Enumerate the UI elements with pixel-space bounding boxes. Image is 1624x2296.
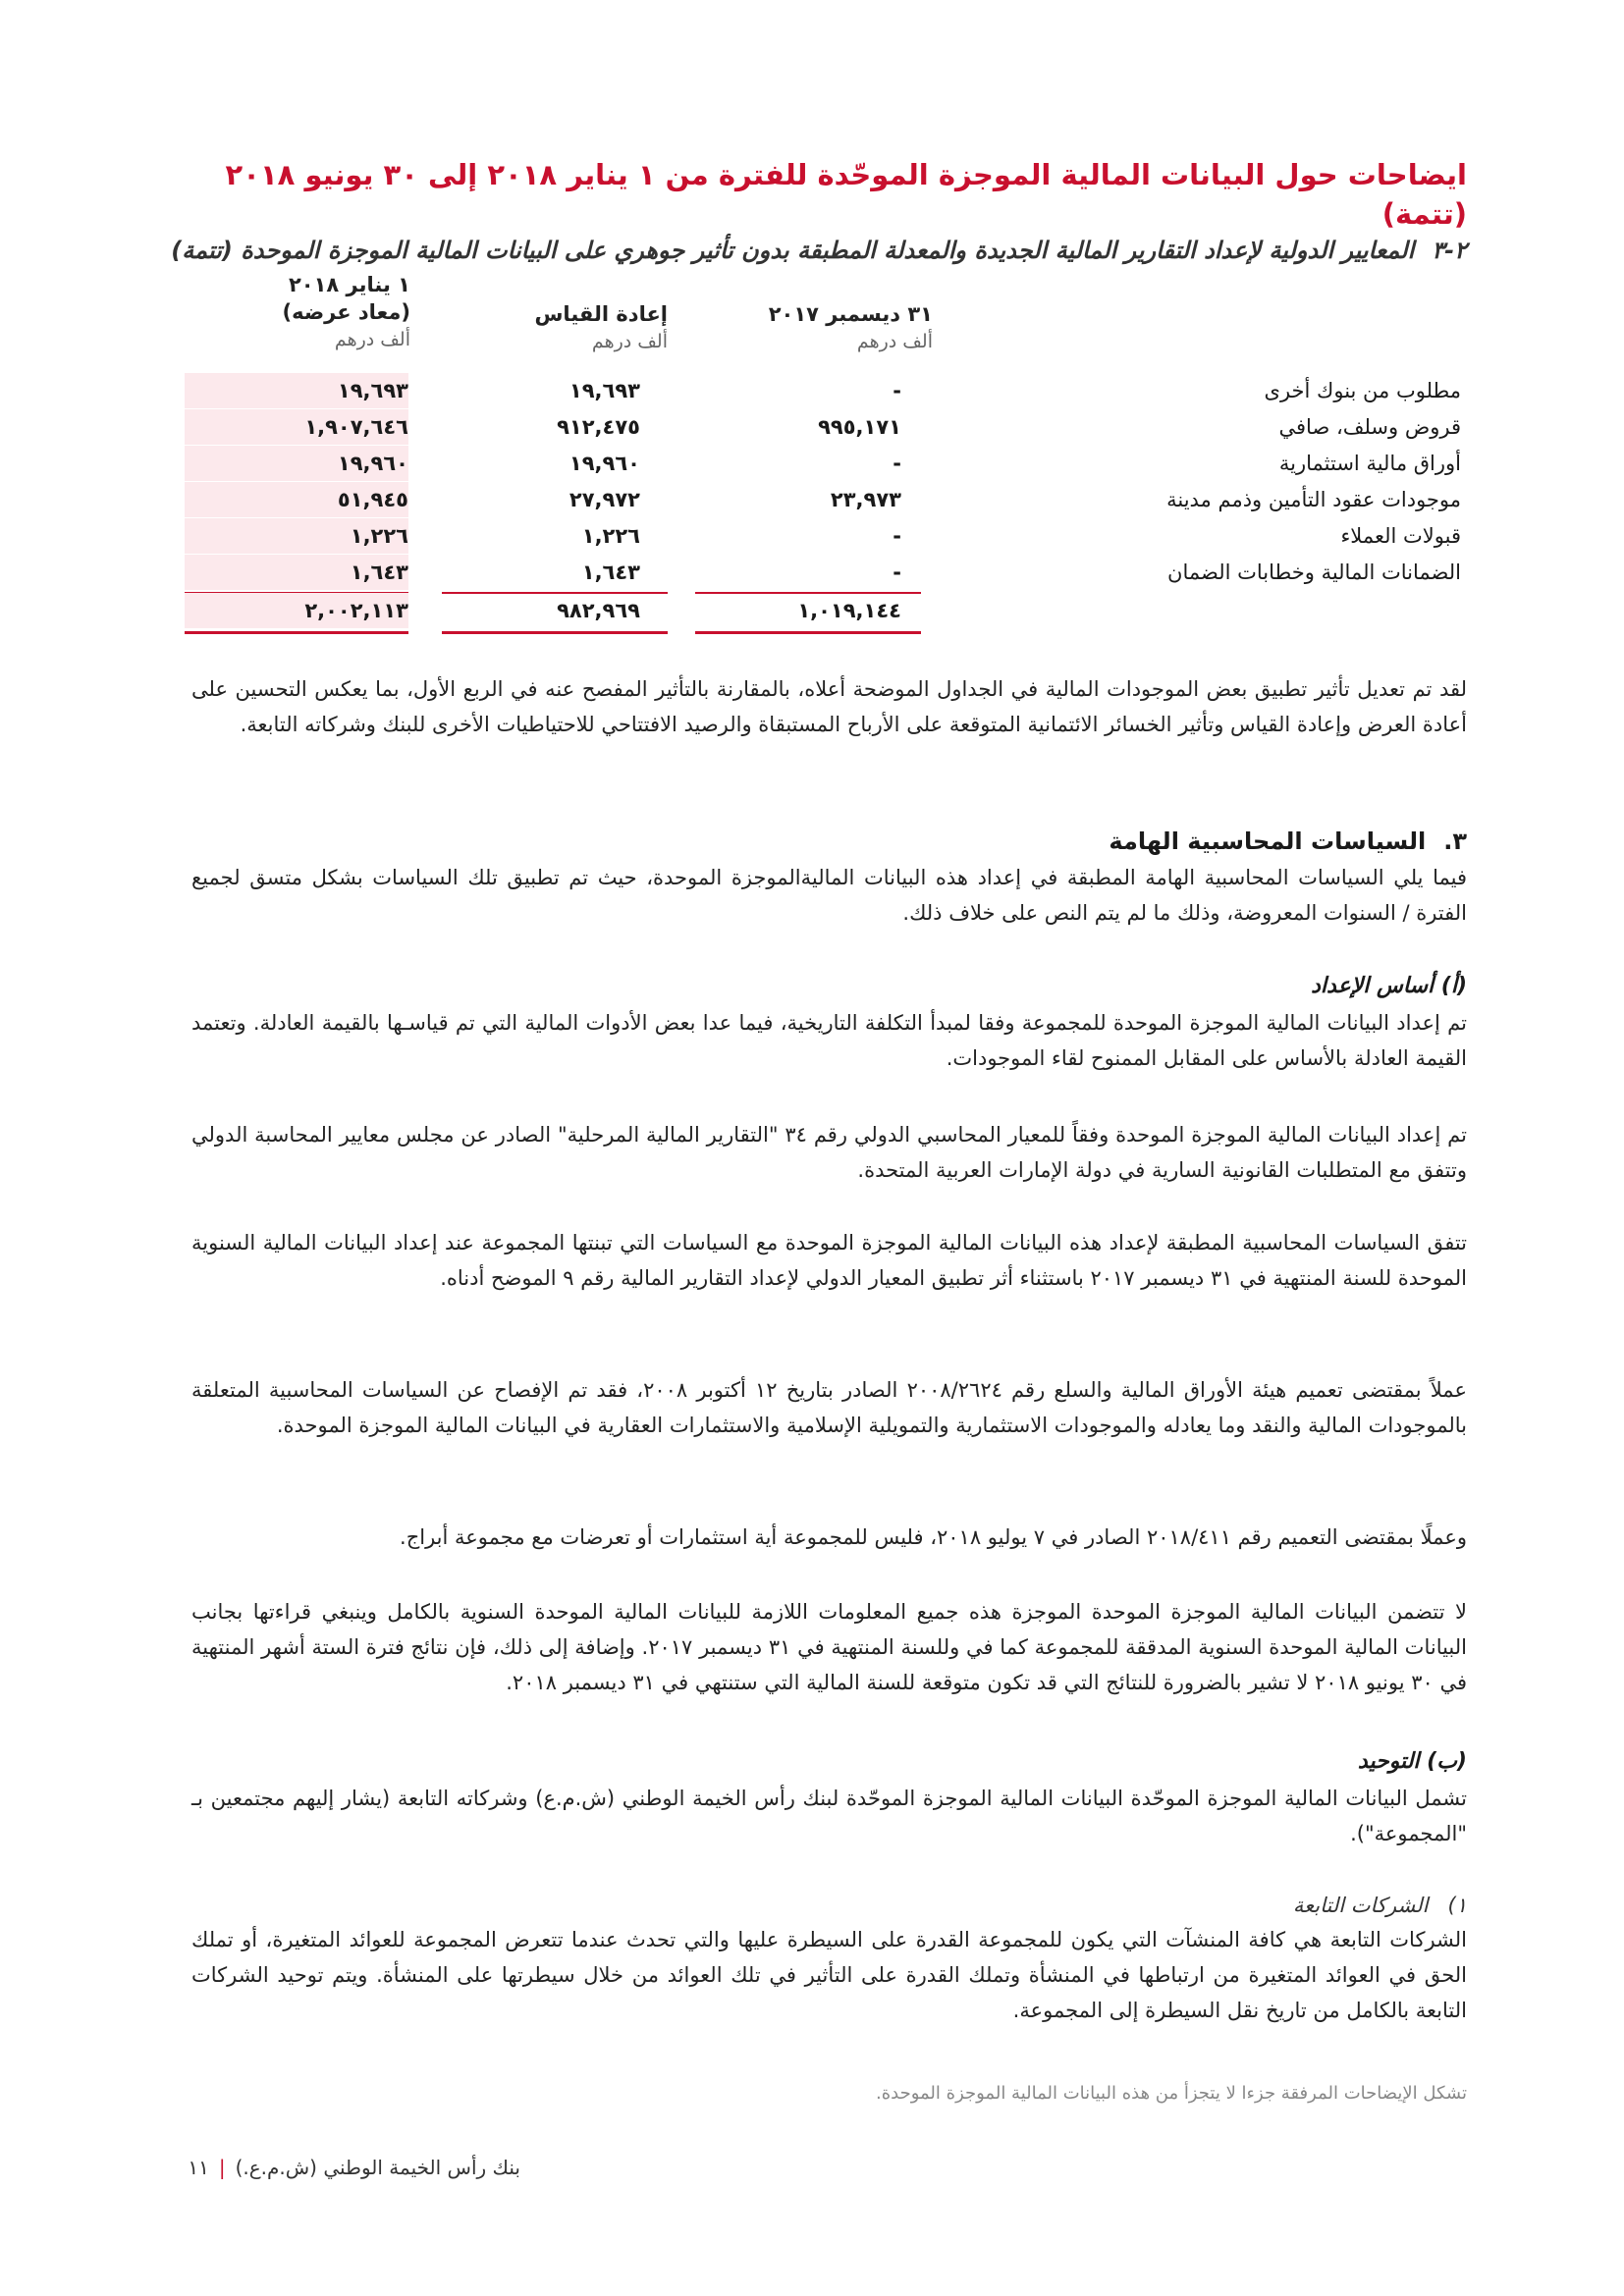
column-unit: ألف درهم bbox=[591, 331, 668, 352]
cell-remeasure: ٢٧,٩٧٢ bbox=[568, 488, 640, 511]
column-header-sublabel: (معاد عرضه) bbox=[282, 300, 410, 324]
subsubsection-title: الشركات التابعة bbox=[1292, 1894, 1429, 1917]
page-title: ايضاحات حول البيانات المالية الموجزة الموحّدة للفترة من ١ يناير ٢٠١٨ إلى ٣٠ يونيو ٢٠١٨ (تتمة) bbox=[225, 158, 1467, 231]
cell-remeasure: ١,٦٤٣ bbox=[581, 561, 640, 584]
cell-jan2018: ١,٩٠٧,٦٤٦ bbox=[185, 409, 408, 445]
cell-jan2018: ١,٢٢٦ bbox=[185, 518, 408, 554]
row-label: الضمانات المالية وخطابات الضمان bbox=[1167, 561, 1461, 584]
subheading-number: ٢-٣ bbox=[1432, 237, 1467, 264]
column-header-jan2018 bbox=[185, 271, 410, 353]
column-unit: ألف درهم bbox=[856, 331, 933, 352]
cell-dec2017: ٢٣,٩٧٣ bbox=[830, 488, 901, 511]
paragraph: وعملًا بمقتضى التعميم رقم ٢٠١٨/٤١١ الصادر في ٧ يوليو ٢٠١٨، فليس للمجموعة أية استثمارات أو تعرضات مع مجموعة أبراج. bbox=[400, 1525, 1467, 1549]
table-row bbox=[185, 409, 1461, 445]
subheading-text: المعايير الدولية لإعداد التقارير المالية الجديدة والمعدلة المطبقة بدون تأثير جوهري على البيانات المالية الموجزة الموحدة (تتمة) bbox=[171, 237, 1415, 264]
column-header-remeasure bbox=[442, 300, 668, 355]
cell-dec2017: ٩٩٥,١٧١ bbox=[818, 415, 901, 439]
cell-remeasure: ٩١٢,٤٧٥ bbox=[557, 415, 640, 439]
paragraph: الشركات التابعة هي كافة المنشآت التي يكون للمجموعة القدرة على السيطرة عليها والتي تحدث عندما تتعرض المجموعة للعوائد المتغيرة، أو تملك الحق في العوائد المتغيرة من ارتباطها في المنشأة وتملك القدرة على التأثير في تلك العوائد من خلال سيطرتها على المنشأة. ويتم توحيد الشركات التابعة بالكامل من تاريخ نقل السيطرة إلى المجموعة. bbox=[191, 1928, 1467, 2022]
paragraph: تتفق السياسات المحاسبية المطبقة لإعداد هذه البيانات المالية الموجزة الموحدة مع السياسات التي تبنتها المجموعة عند إعداد البيانات المالية السنوية الموحدة للسنة المنتهية في ٣١ ديسمبر ٢٠١٧ باستثناء أثر تطبيق المعيار الدولي لإعداد التقارير المالية رقم ٩ الموضح أدناه. bbox=[191, 1231, 1467, 1290]
row-label: مطلوب من بنوك أخرى bbox=[1264, 379, 1461, 402]
column-header-label: إعادة القياس bbox=[534, 302, 668, 326]
cell-dec2017: - bbox=[893, 379, 901, 402]
column-header-label: ١ يناير ٢٠١٨ bbox=[288, 273, 410, 296]
page-footer bbox=[167, 2156, 520, 2179]
column-header-dec2017 bbox=[707, 300, 933, 355]
cell-jan2018: ١٩,٦٩٣ bbox=[185, 373, 408, 408]
table-row bbox=[185, 555, 1461, 590]
cell-jan2018: ١,٦٤٣ bbox=[185, 555, 408, 590]
table-row bbox=[185, 482, 1461, 517]
cell-remeasure: ١٩,٦٩٣ bbox=[568, 379, 640, 402]
cell-remeasure: ١,٢٢٦ bbox=[581, 524, 640, 548]
table-row bbox=[185, 518, 1461, 554]
table-row bbox=[185, 446, 1461, 481]
table-row bbox=[185, 373, 1461, 408]
paragraph: تم إعداد البيانات المالية الموجزة الموحدة للمجموعة وفقا لمبدأ التكلفة التاريخية، فيما عدا بعض الأدوات المالية التي تم قياسـها بالقيمة العادلة. وتعتمد القيمة العادلة بالأساس على المقابل الممنوح لقاء الموجودات. bbox=[191, 1011, 1467, 1070]
cell-dec2017: - bbox=[893, 452, 901, 475]
total-remeasure: ٩٨٢,٩٦٩ bbox=[557, 599, 640, 622]
row-label: قبولات العملاء bbox=[1340, 524, 1461, 548]
row-label: قروض وسلف، صافي bbox=[1278, 415, 1461, 439]
total-dec2017: ١,٠١٩,١٤٤ bbox=[797, 599, 901, 622]
paragraph: عملاً بمقتضى تعميم هيئة الأوراق المالية والسلع رقم ٢٠٠٨/٢٦٢٤ الصادر بتاريخ ١٢ أكتوبر ٢٠٠٨، فقد تم الإفصاح عن السياسات المحاسبية المتعلقة بالموجودات المالية والنقد وما يعادله والموجودات الاستثمارية والتمويلية الإسلامية والاستثمارات العقارية في البيانات المالية الموجزة الموحدة. bbox=[191, 1378, 1467, 1437]
page-number: ١١ bbox=[188, 2156, 209, 2179]
section-number: ٣. bbox=[1443, 828, 1467, 855]
section-title: السياسات المحاسبية الهامة bbox=[1109, 828, 1427, 855]
paragraph: تم إعداد البيانات المالية الموجزة الموحدة وفقاً للمعيار المحاسبي الدولي رقم ٣٤ "التقارير المالية المرحلية" الصادر عن مجلس معايير المحاسبة الدولي وتتفق مع المتطلبات القانونية السارية في دولة الإمارات العربية المتحدة. bbox=[191, 1123, 1467, 1182]
paragraph: تشمل البيانات المالية الموجزة الموحّدة البيانات المالية الموجزة الموحّدة لبنك رأس الخيمة الوطني (ش.م.ع) وشركاته التابعة (يشار إليهم مجتمعين بـ "المجموعة"). bbox=[191, 1787, 1467, 1845]
footer-bank-name: بنك رأس الخيمة الوطني (ش.م.ع.) bbox=[235, 2156, 520, 2179]
subsection-heading-b: (ب) التوحيد bbox=[1357, 1749, 1467, 1774]
cell-dec2017: - bbox=[893, 561, 901, 584]
subsection-heading-a: (أ) أساس الإعداد bbox=[1311, 974, 1467, 998]
cell-remeasure: ١٩,٩٦٠ bbox=[568, 452, 640, 475]
section-subheading bbox=[157, 234, 1467, 267]
paragraph: لا تتضمن البيانات المالية الموجزة الموحدة الموجزة هذه جميع المعلومات اللازمة للبيانات المالية الموحدة السنوية بالكامل وينبغي قراءتها بجانب البيانات المالية الموحدة السنوية المدققة للمجموعة كما في وللسنة المنتهية في ٣١ ديسمبر ٢٠١٧. وإضافة إلى ذلك، فإن نتائج فترة الستة أشهر المنتهية في ٣٠ يونيو ٢٠١٨ لا تشير بالضرورة للنتائج التي قد تكون متوقعة للسنة المالية التي ستنتهي في ٣١ ديسمبر ٢٠١٨. bbox=[191, 1600, 1467, 1694]
row-label: موجودات عقود التأمين وذمم مدينة bbox=[1166, 488, 1461, 511]
subsubsection-number: ١) bbox=[1447, 1894, 1467, 1917]
cell-dec2017: - bbox=[893, 524, 901, 548]
footnote: تشكل الإيضاحات المرفقة جزءا لا يتجزأ من هذه البيانات المالية الموجزة الموحدة. bbox=[876, 2083, 1467, 2104]
row-label: أوراق مالية استثمارية bbox=[1278, 452, 1461, 475]
paragraph: فيما يلي السياسات المحاسبية الهامة المطبقة في إعداد هذه البيانات الماليةالموجزة الموحدة، حيث تم تطبيق تلك السياسات بشكل متسق لجميع الفترة / السنوات المعروضة، وذلك ما لم يتم النص على خلاف ذلك. bbox=[191, 866, 1467, 925]
column-header-label: ٣١ ديسمبر ٢٠١٧ bbox=[768, 302, 933, 326]
cell-jan2018: ٥١,٩٤٥ bbox=[185, 482, 408, 517]
total-jan2018: ٢,٠٠٢,١١٣ bbox=[185, 593, 408, 628]
total-bottom-rule bbox=[185, 631, 408, 634]
cell-jan2018: ١٩,٩٦٠ bbox=[185, 446, 408, 481]
section-heading bbox=[191, 825, 1467, 858]
footer-separator: | bbox=[218, 2156, 226, 2179]
subsubsection-heading bbox=[191, 1889, 1467, 1922]
total-bottom-rule bbox=[442, 631, 668, 634]
column-unit: ألف درهم bbox=[334, 329, 410, 350]
totals-row bbox=[185, 593, 931, 632]
paragraph: لقد تم تعديل تأثير تطبيق بعض الموجودات المالية في الجداول الموضحة أعلاه، بالمقارنة بالتأثير المفصح عنه في الربع الأول، بما يعكس التحسين على أعادة العرض وإعادة القياس وتأثير الخسائر الائتمانية المتوقعة على الأرباح المستبقاة والرصيد الافتتاحي للاحتياطيات الأخرى للبنك وشركاته التابعة. bbox=[191, 677, 1467, 736]
total-bottom-rule bbox=[695, 631, 921, 634]
